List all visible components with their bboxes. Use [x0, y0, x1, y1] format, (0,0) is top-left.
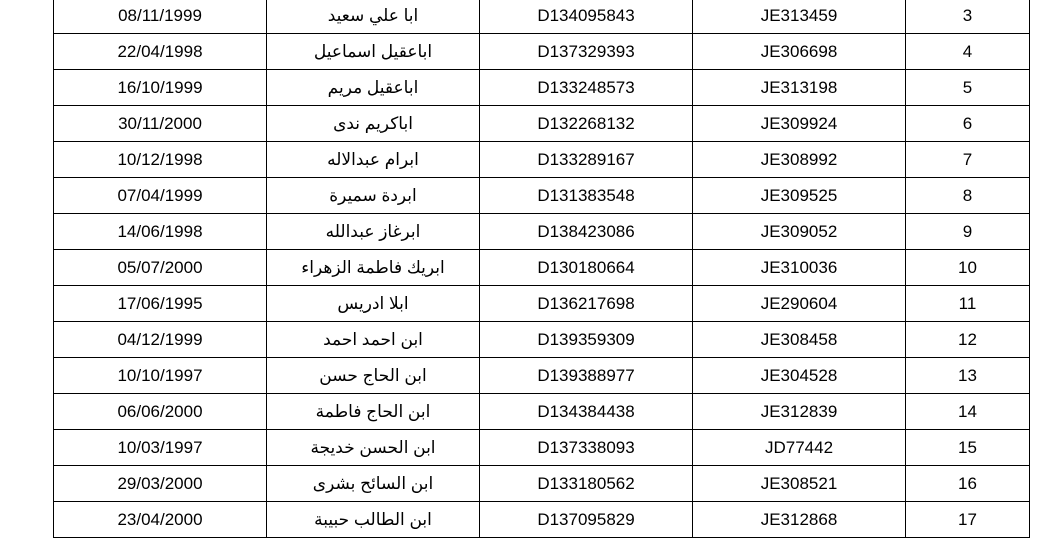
birth-date-cell: 22/04/1998 [54, 34, 267, 70]
row-number-cell: 13 [906, 358, 1030, 394]
row-number-cell: 8 [906, 178, 1030, 214]
national-id-cell: JE310036 [693, 250, 906, 286]
birth-date-cell: 30/11/2000 [54, 106, 267, 142]
student-name-cell: ابريك فاطمة الزهراء [267, 250, 480, 286]
student-name-cell: اباعقيل اسماعيل [267, 34, 480, 70]
student-code-cell: D130180664 [480, 250, 693, 286]
student-code-cell: D139388977 [480, 358, 693, 394]
table-row [54, 502, 1030, 538]
row-number-cell: 12 [906, 322, 1030, 358]
student-code-cell: D136217698 [480, 286, 693, 322]
birth-date-cell: 10/10/1997 [54, 358, 267, 394]
national-id-cell: JE313198 [693, 70, 906, 106]
national-id-cell: JE308992 [693, 142, 906, 178]
birth-date-cell: 14/06/1998 [54, 214, 267, 250]
row-number-cell: 14 [906, 394, 1030, 430]
student-name-cell: ابن السائح بشرى [267, 466, 480, 502]
student-code-cell: D137329393 [480, 34, 693, 70]
student-code-cell: D139359309 [480, 322, 693, 358]
student-code-cell: D132268132 [480, 106, 693, 142]
student-name-cell: ابن الحاج حسن [267, 358, 480, 394]
birth-date-cell: 06/06/2000 [54, 394, 267, 430]
table-row [54, 34, 1030, 70]
student-code-cell: D133248573 [480, 70, 693, 106]
student-code-cell: D137338093 [480, 430, 693, 466]
student-roster-table [53, 0, 1030, 538]
table-row [54, 250, 1030, 286]
birth-date-cell: 23/04/2000 [54, 502, 267, 538]
national-id-cell: JE312839 [693, 394, 906, 430]
student-name-cell: ابن الحسن خديجة [267, 430, 480, 466]
national-id-cell: JE306698 [693, 34, 906, 70]
student-code-cell: D138423086 [480, 214, 693, 250]
row-number-cell: 15 [906, 430, 1030, 466]
table-row [54, 466, 1030, 502]
row-number-cell: 10 [906, 250, 1030, 286]
table-row [54, 430, 1030, 466]
student-name-cell: ابا علي سعيد [267, 0, 480, 34]
student-name-cell: ابن احمد احمد [267, 322, 480, 358]
birth-date-cell: 10/12/1998 [54, 142, 267, 178]
national-id-cell: JE309052 [693, 214, 906, 250]
student-name-cell: ابرغاز عبدالله [267, 214, 480, 250]
row-number-cell: 11 [906, 286, 1030, 322]
birth-date-cell: 05/07/2000 [54, 250, 267, 286]
student-name-cell: ابلا ادريس [267, 286, 480, 322]
table-row [54, 394, 1030, 430]
row-number-cell: 7 [906, 142, 1030, 178]
table-row [54, 0, 1030, 34]
birth-date-cell: 08/11/1999 [54, 0, 267, 34]
national-id-cell: JE308521 [693, 466, 906, 502]
row-number-cell: 17 [906, 502, 1030, 538]
table-row [54, 142, 1030, 178]
student-code-cell: D131383548 [480, 178, 693, 214]
table-row [54, 286, 1030, 322]
birth-date-cell: 17/06/1995 [54, 286, 267, 322]
student-code-cell: D133180562 [480, 466, 693, 502]
national-id-cell: JE313459 [693, 0, 906, 34]
student-code-cell: D133289167 [480, 142, 693, 178]
birth-date-cell: 07/04/1999 [54, 178, 267, 214]
row-number-cell: 9 [906, 214, 1030, 250]
table-row [54, 214, 1030, 250]
student-code-cell: D134095843 [480, 0, 693, 34]
birth-date-cell: 10/03/1997 [54, 430, 267, 466]
national-id-cell: JD77442 [693, 430, 906, 466]
birth-date-cell: 29/03/2000 [54, 466, 267, 502]
national-id-cell: JE312868 [693, 502, 906, 538]
national-id-cell: JE309924 [693, 106, 906, 142]
birth-date-cell: 04/12/1999 [54, 322, 267, 358]
table-row [54, 70, 1030, 106]
student-name-cell: اباكريم ندى [267, 106, 480, 142]
national-id-cell: JE308458 [693, 322, 906, 358]
roster-table-body [54, 0, 1030, 538]
student-name-cell: اباعقيل مريم [267, 70, 480, 106]
student-name-cell: ابردة سميرة [267, 178, 480, 214]
row-number-cell: 6 [906, 106, 1030, 142]
national-id-cell: JE309525 [693, 178, 906, 214]
table-row [54, 178, 1030, 214]
row-number-cell: 4 [906, 34, 1030, 70]
table-row [54, 358, 1030, 394]
row-number-cell: 5 [906, 70, 1030, 106]
table-row [54, 322, 1030, 358]
student-name-cell: ابرام عبدالاله [267, 142, 480, 178]
row-number-cell: 3 [906, 0, 1030, 34]
student-code-cell: D134384438 [480, 394, 693, 430]
student-code-cell: D137095829 [480, 502, 693, 538]
national-id-cell: JE290604 [693, 286, 906, 322]
row-number-cell: 16 [906, 466, 1030, 502]
national-id-cell: JE304528 [693, 358, 906, 394]
student-name-cell: ابن الطالب حبيبة [267, 502, 480, 538]
birth-date-cell: 16/10/1999 [54, 70, 267, 106]
student-name-cell: ابن الحاج فاطمة [267, 394, 480, 430]
table-row [54, 106, 1030, 142]
